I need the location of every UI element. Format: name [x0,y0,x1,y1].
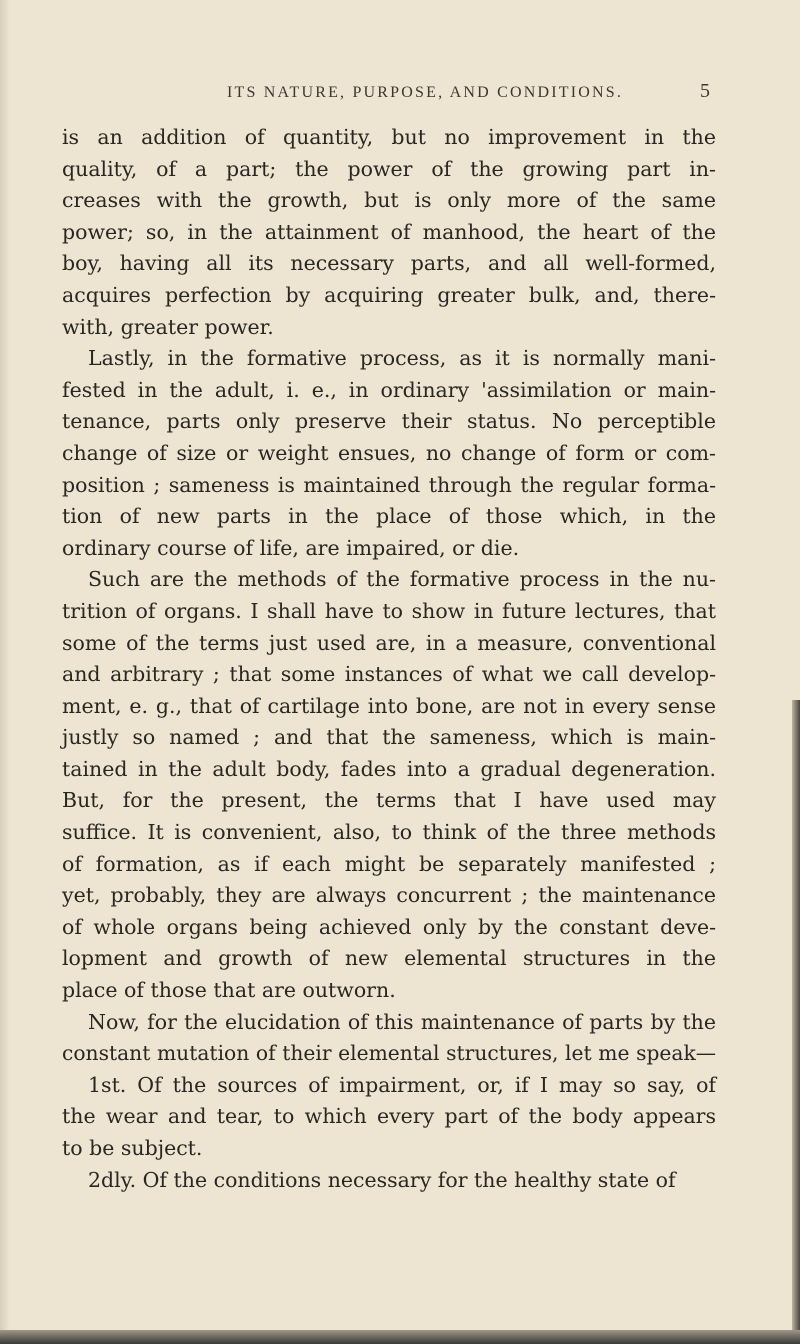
text-line: with, greater power. [62,314,274,339]
body-text [62,122,716,1196]
text-line: boy, having all its necessary parts, and all well-formed, [62,251,716,276]
text-line: power; so, in the attainment of manhood, the heart of the [62,219,716,244]
text-line: Such are the methods of the formative process in the nu- [88,567,716,592]
text-line: tion of new parts in the place of those which, in the [62,504,716,529]
text-line: position ; sameness is maintained through the regular forma- [62,472,716,497]
text-line: is an addition of quantity, but no improvement in the [62,125,716,149]
text-line: ment, e. g., that of cartilage into bone, are not in every sense [62,693,716,718]
page-edge [0,0,10,1344]
text-line: some of the terms just used are, in a measure, conventional [62,630,716,655]
text-line: justly so named ; and that the sameness, which is main- [62,725,716,750]
text-line: constant mutation of their elemental structures, let me speak— [62,1041,716,1066]
page-shadow-right [792,700,800,1344]
text-line: suffice. It is convenient, also, to think of the three methods [62,820,716,845]
text-line: fested in the adult, i. e., in ordinary 'assimilation or main- [62,377,716,402]
text-line: tenance, parts only preserve their status. No perceptible [62,409,716,434]
text-line: trition of organs. I shall have to show in future lectures, that [62,598,716,623]
text-line: quality, of a part; the power of the growing part in- [62,156,716,181]
text-line: place of those that are outworn. [62,978,396,1003]
page-header [150,80,710,110]
text-line: tained in the adult body, fades into a gradual degeneration. [62,756,716,781]
text-line: and arbitrary ; that some instances of what we call develop- [62,662,716,687]
text-line: 2dly. Of the conditions necessary for the healthy state of [88,1167,676,1192]
text-line: the wear and tear, to which every part of the body appears [62,1104,716,1129]
page-number: 5 [700,80,710,102]
text-line: 1st. Of the sources of impairment, or, if I may so say, of [88,1072,716,1097]
text-line: lopment and growth of new elemental structures in the [62,946,716,971]
text-line: yet, probably, they are always concurrent ; the maintenance [62,883,716,908]
text-line: of formation, as if each might be separately manifested ; [62,851,716,876]
text-line: acquires perfection by acquiring greater bulk, and, there- [62,282,716,307]
text-line: ordinary course of life, are impaired, or die. [62,535,520,560]
text-line: change of size or weight ensues, no change of form or com- [62,440,716,465]
running-head: ITS NATURE, PURPOSE, AND CONDITIONS. [226,84,624,101]
text-line: But, for the present, the terms that I have used may [62,788,716,813]
text-line: creases with the growth, but is only more of the same [62,188,716,213]
text-line: Now, for the elucidation of this maintenance of parts by the [88,1009,716,1034]
text-line: Lastly, in the formative process, as it is normally mani- [88,346,716,371]
page-shadow-bottom [0,1330,800,1344]
text-line: of whole organs being achieved only by the constant deve- [62,914,716,939]
text-line: to be subject. [62,1136,203,1160]
